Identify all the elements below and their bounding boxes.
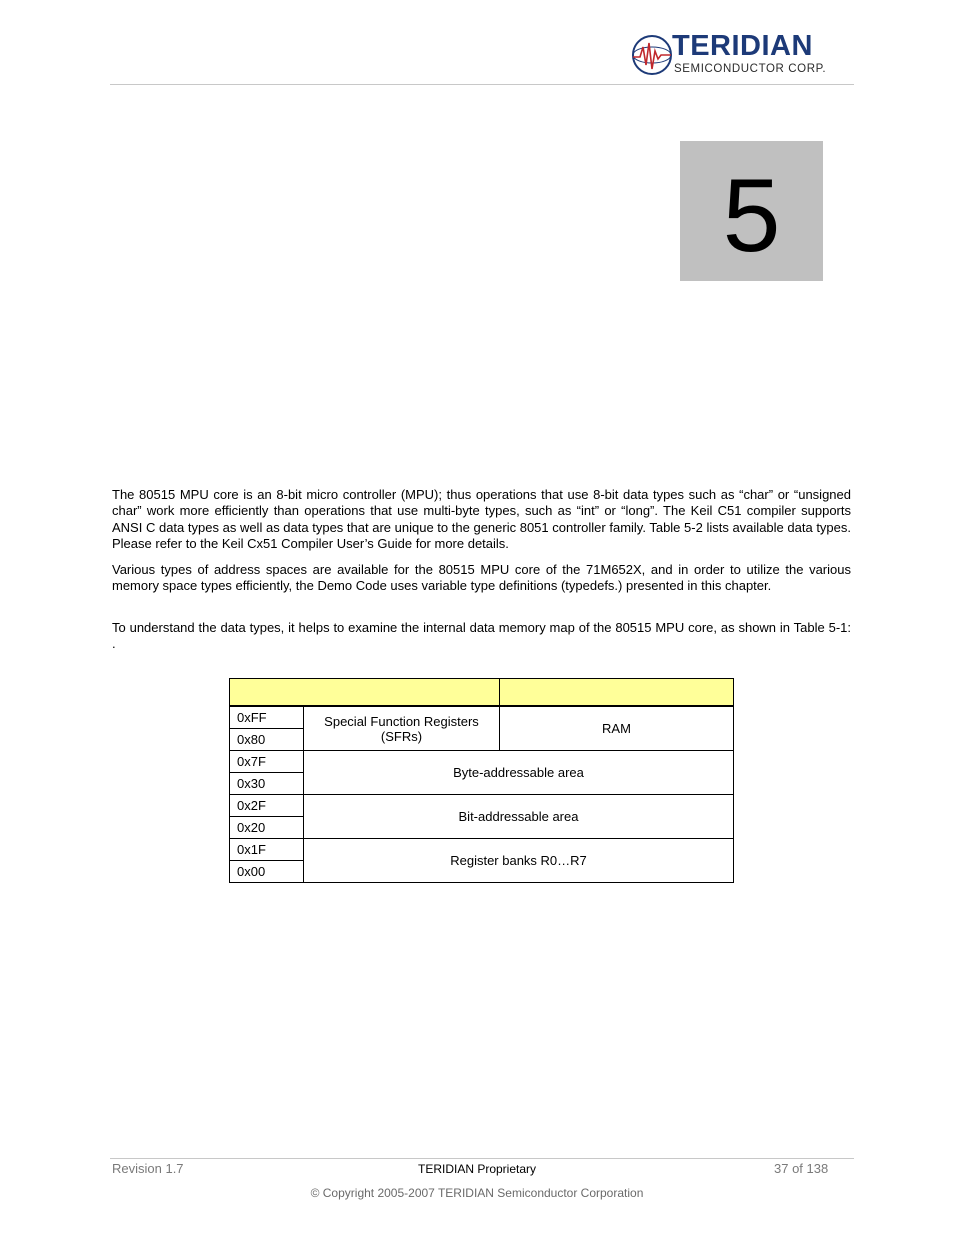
- table-header-cell-right: [500, 679, 734, 706]
- address-cell: 0x80: [230, 729, 304, 751]
- paragraph-data-types-intro: The 80515 MPU core is an 8-bit micro controller (MPU); thus operations that use 8-bit data types such as “char” or “unsigned char” work more efficiently than operations that use multi-byte types, such as “int” or “long”. The Keil C51 compiler supports ANSI C data types as well as data types that are unique to the generic 8051 controller family. Table 5-2 lists available data types. Please refer to the Keil Cx51 Compiler User’s Guide for more details.: [112, 487, 851, 552]
- logo-subtitle: SEMICONDUCTOR CORP.: [674, 63, 827, 75]
- paragraph-memory-map-ref: To understand the data types, it helps to examine the internal data memory map of the 80515 MPU core, as shown in Table 5-1: .: [112, 620, 851, 652]
- address-cell: 0x2F: [230, 795, 304, 817]
- table-row: [230, 839, 734, 861]
- register-banks-cell: Register banks R0…R7: [304, 839, 734, 883]
- byte-addressable-area-cell: Byte-addressable area: [304, 751, 734, 795]
- table-row: [230, 795, 734, 817]
- teridian-logo: [630, 30, 830, 79]
- footer-copyright: © Copyright 2005-2007 TERIDIAN Semiconductor Corporation: [310, 1186, 644, 1200]
- teridian-globe-icon: [630, 33, 674, 77]
- chapter-number: 5: [722, 158, 781, 274]
- paragraph-address-spaces: Various types of address spaces are available for the 80515 MPU core of the 71M652X, and in order to utilize the various memory space types efficiently, the Demo Code uses variable type definitions (typedefs.) presented in this chapter.: [112, 562, 851, 594]
- table-header-cell-left: [230, 679, 500, 706]
- address-cell: 0x20: [230, 817, 304, 839]
- table-header-row: [230, 679, 734, 706]
- sfr-area-cell: Special Function Registers (SFRs): [304, 707, 500, 751]
- table-row: [230, 707, 734, 729]
- header-divider: [110, 84, 854, 85]
- footer-divider: [110, 1158, 854, 1159]
- footer-revision: Revision 1.7: [112, 1161, 184, 1176]
- ram-area-cell: RAM: [500, 707, 734, 751]
- logo-name: TERIDIAN: [672, 30, 813, 62]
- bit-addressable-area-cell: Bit-addressable area: [304, 795, 734, 839]
- address-cell: 0x30: [230, 773, 304, 795]
- footer-page-number: 37 of 138: [774, 1161, 829, 1176]
- chapter-number-box: [680, 141, 823, 281]
- address-cell: 0x7F: [230, 751, 304, 773]
- address-cell: 0x1F: [230, 839, 304, 861]
- address-cell: 0x00: [230, 861, 304, 883]
- table-row: [230, 751, 734, 773]
- footer-proprietary: TERIDIAN Proprietary: [417, 1162, 537, 1176]
- memory-map-table: [229, 678, 734, 883]
- address-cell: 0xFF: [230, 707, 304, 729]
